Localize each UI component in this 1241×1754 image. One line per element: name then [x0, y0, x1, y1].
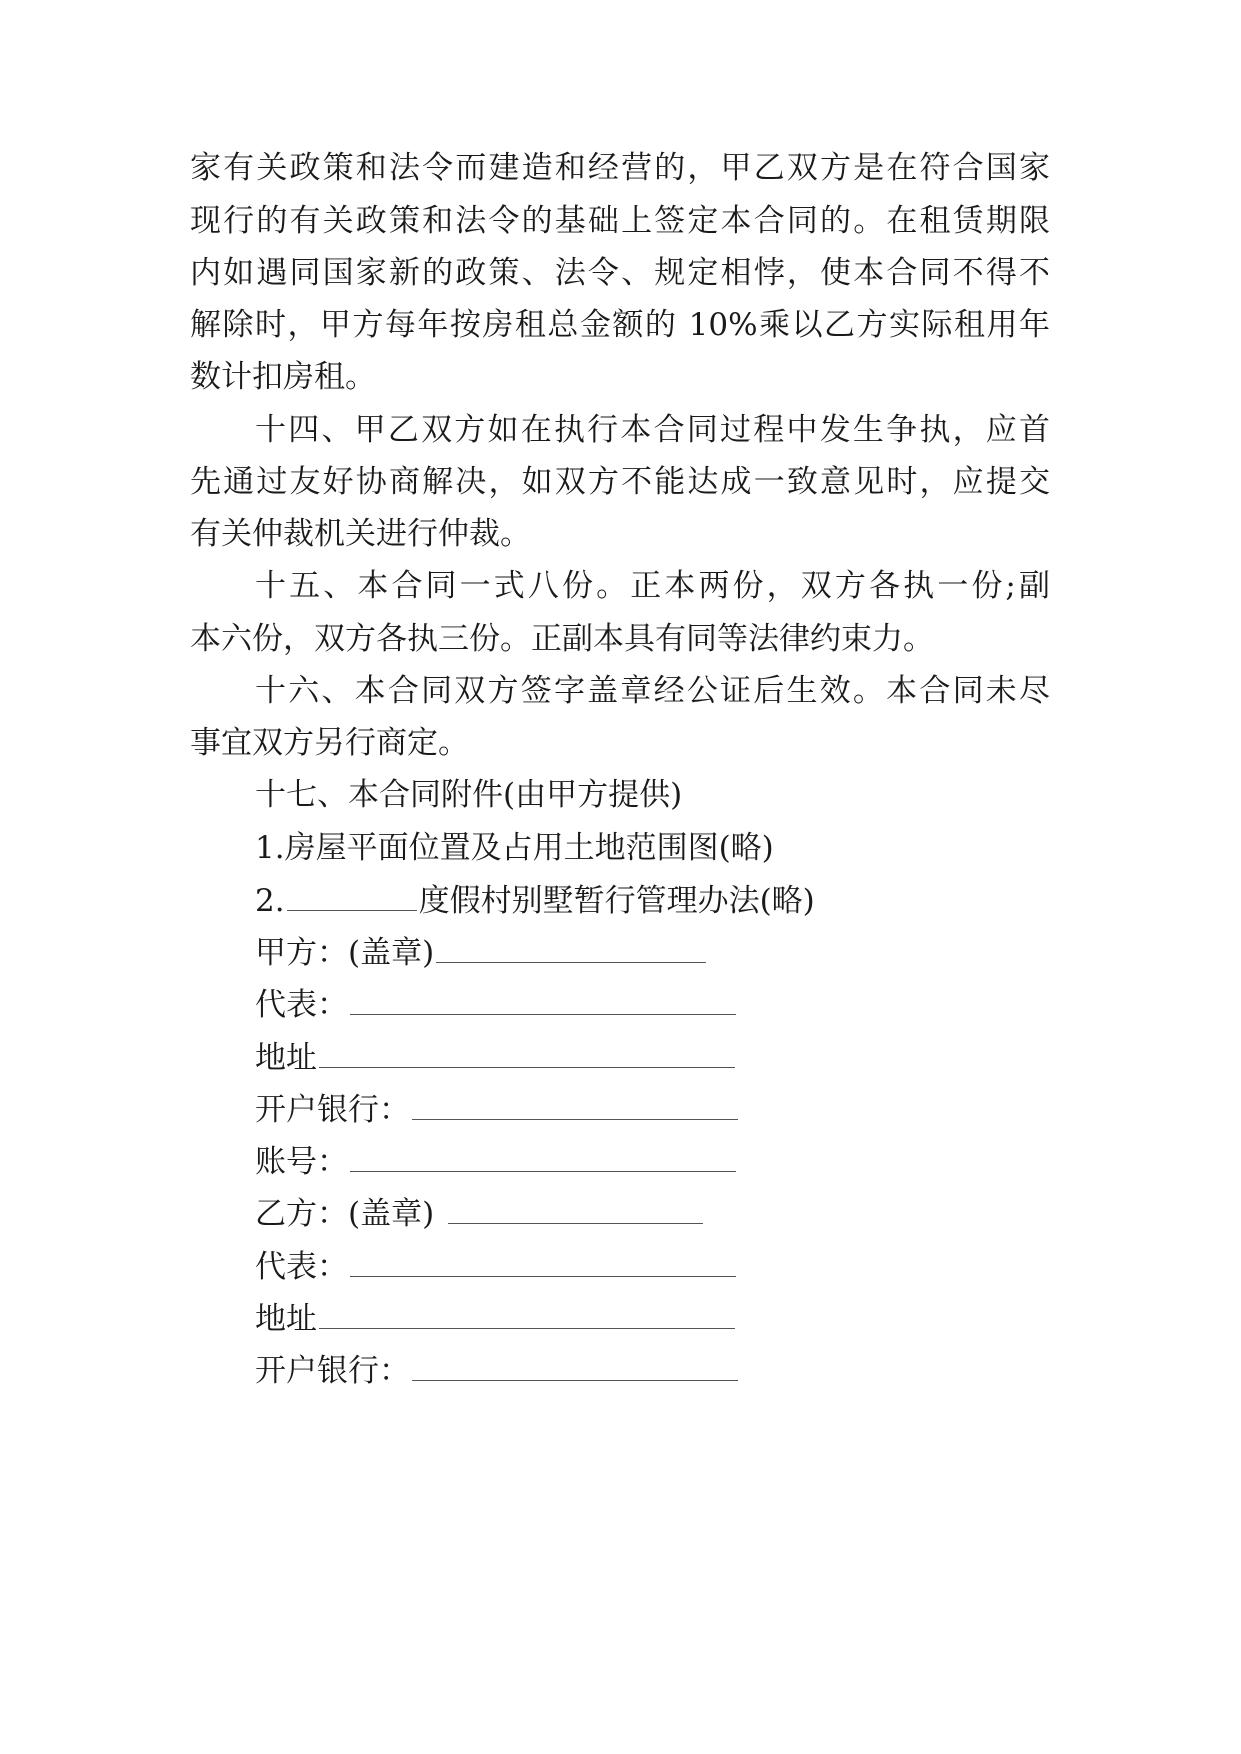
clause-15-line: 本六份，双方各执三份。正副本具有同等法律约束力。 [190, 621, 934, 657]
party-b-seal-blank [448, 1193, 703, 1224]
party-b-rep-label: 代表： [255, 1249, 348, 1285]
party-b-address-row [255, 1298, 735, 1339]
party-b-rep-row [255, 1246, 736, 1287]
clause-15-line: 十五、本合同一式八份。正本两份，双方各执一份;副 [255, 568, 1050, 604]
party-a-seal-row [255, 932, 706, 973]
party-a-seal-label: 甲方：(盖章) [255, 935, 435, 971]
party-a-rep-label: 代表： [255, 987, 348, 1023]
clause-17-heading: 十七、本合同附件(由甲方提供) [255, 777, 683, 813]
party-b-rep-blank [350, 1246, 736, 1277]
party-a-rep-blank [350, 984, 736, 1015]
clause-14-line: 十四、甲乙双方如在执行本合同过程中发生争执，应首 [255, 412, 1050, 448]
attachment-item-2-number: 2. [255, 883, 285, 919]
party-b-address-label: 地址 [255, 1301, 317, 1337]
paragraph-line: 内如遇同国家新的政策、法令、规定相悖，使本合同不得不 [190, 255, 1050, 291]
party-b-address-blank [319, 1298, 735, 1329]
party-b-seal-row [255, 1193, 703, 1234]
paragraph-line: 数计扣房租。 [190, 359, 376, 395]
clause-14-line: 有关仲裁机关进行仲裁。 [190, 516, 531, 552]
paragraph-line: 解除时，甲方每年按房租总金额的 10%乘以乙方实际租用年 [190, 307, 1050, 343]
attachment-item-2 [255, 880, 815, 921]
paragraph-line: 家有关政策和法令而建造和经营的，甲乙双方是在符合国家 [190, 150, 1050, 186]
party-a-account-label: 账号： [255, 1144, 348, 1180]
party-a-address-blank [319, 1037, 735, 1068]
attachment-item-1: 1.房屋平面位置及占用土地范围图(略) [255, 830, 774, 866]
party-b-bank-blank [412, 1350, 738, 1381]
paragraph-line: 现行的有关政策和法令的基础上签定本合同的。在租赁期限 [190, 203, 1050, 239]
blank-line [287, 880, 417, 911]
party-a-account-blank [350, 1141, 736, 1172]
party-a-rep-row [255, 984, 736, 1025]
party-a-seal-blank [436, 932, 706, 963]
party-b-bank-row [255, 1350, 738, 1391]
clause-16-line: 事宜双方另行商定。 [190, 725, 469, 761]
attachment-item-2-title: 度假村别墅暂行管理办法(略) [418, 883, 815, 919]
party-a-bank-row [255, 1089, 738, 1130]
party-a-bank-blank [412, 1089, 738, 1120]
party-a-address-label: 地址 [255, 1040, 317, 1076]
party-a-address-row [255, 1037, 735, 1078]
party-a-bank-label: 开户银行： [255, 1092, 410, 1128]
clause-14-line: 先通过友好协商解决，如双方不能达成一致意见时，应提交 [190, 464, 1050, 500]
party-a-account-row [255, 1141, 736, 1182]
party-b-bank-label: 开户银行： [255, 1353, 410, 1389]
clause-16-line: 十六、本合同双方签字盖章经公证后生效。本合同未尽 [255, 673, 1050, 709]
party-b-seal-label: 乙方：(盖章) [255, 1196, 435, 1232]
